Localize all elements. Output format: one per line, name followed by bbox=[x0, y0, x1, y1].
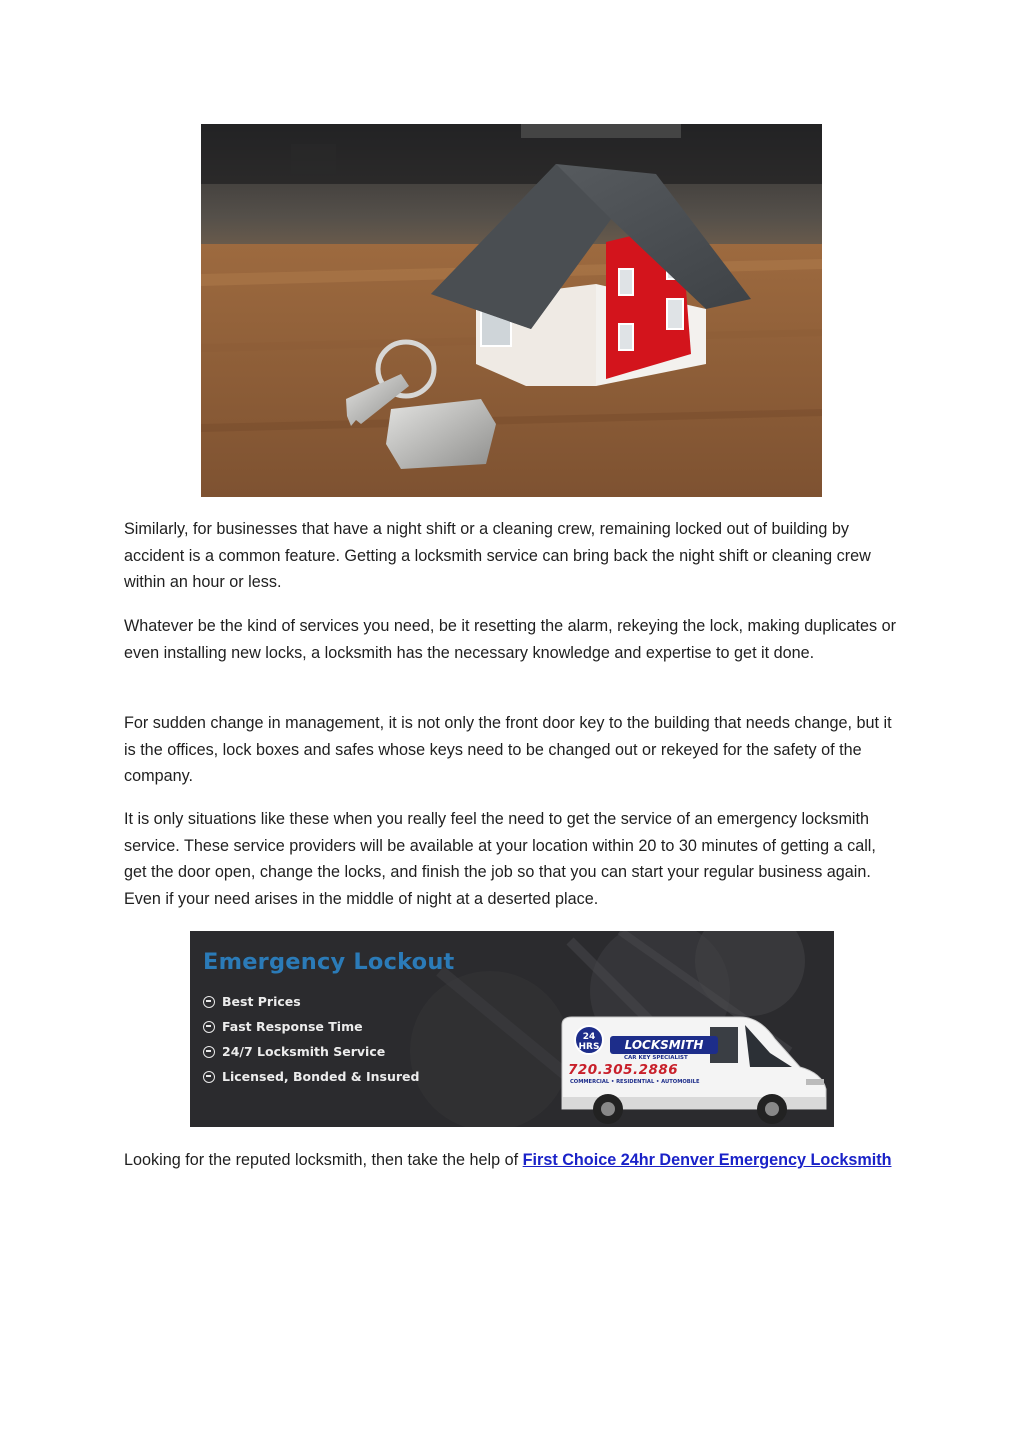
locksmith-van bbox=[560, 1009, 832, 1127]
circle-minus-icon bbox=[203, 1071, 215, 1083]
banner-feature-list bbox=[203, 989, 419, 1089]
van-phone: 720.305.2886 bbox=[568, 1062, 679, 1078]
emergency-lockout-banner bbox=[190, 931, 834, 1127]
circle-minus-icon bbox=[203, 1021, 215, 1033]
list-item: Fast Response Time bbox=[203, 1014, 419, 1039]
van-24hrs-badge: 24 HRS bbox=[574, 1025, 604, 1055]
van-services: COMMERCIAL • RESIDENTIAL • AUTOMOBILE bbox=[570, 1079, 700, 1085]
closing-paragraph bbox=[124, 1147, 899, 1174]
list-item: Licensed, Bonded & Insured bbox=[203, 1064, 419, 1089]
locksmith-link[interactable]: First Choice 24hr Denver Emergency Locksmith bbox=[522, 1151, 892, 1169]
paragraph-emergency-service: It is only situations like these when you really feel the need to get the service of an emergency locksmith service. These service providers will be available at your location within 20 to 30 minutes of getting a call, get the door open, change the locks, and finish the job so that you can start your regular business again. Even if your need arises in the middle of night at a deserted place. bbox=[124, 810, 876, 908]
paragraph-services: Whatever be the kind of services you need, be it resetting the alarm, rekeying the lock, making duplicates or even installing new locks, a locksmith has the necessary knowledge and expertise to get it done. bbox=[124, 617, 897, 662]
closing-text: Looking for the reputed locksmith, then take the help of bbox=[124, 1151, 523, 1169]
van-brand: LOCKSMITH bbox=[610, 1036, 718, 1054]
house-keys-photo bbox=[201, 124, 822, 497]
paragraph-business-lockout: Similarly, for businesses that have a night shift or a cleaning crew, remaining locked out of building by accident is a common feature. Getting a locksmith service can bring back the night shift or cleaning crew within an hour or less. bbox=[124, 520, 871, 591]
paragraph-management-change: For sudden change in management, it is not only the front door key to the building that needs change, but it is the offices, lock boxes and safes whose keys need to be changed out or rekeyed for the safety of the company. bbox=[124, 714, 892, 785]
list-item: Best Prices bbox=[203, 989, 419, 1014]
circle-minus-icon bbox=[203, 996, 215, 1008]
house-keys-illustration bbox=[201, 124, 822, 497]
van-subtitle: CAR KEY SPECIALIST bbox=[624, 1055, 688, 1061]
list-item: 24/7 Locksmith Service bbox=[203, 1039, 419, 1064]
circle-minus-icon bbox=[203, 1046, 215, 1058]
banner-title: Emergency Lockout bbox=[203, 949, 455, 975]
